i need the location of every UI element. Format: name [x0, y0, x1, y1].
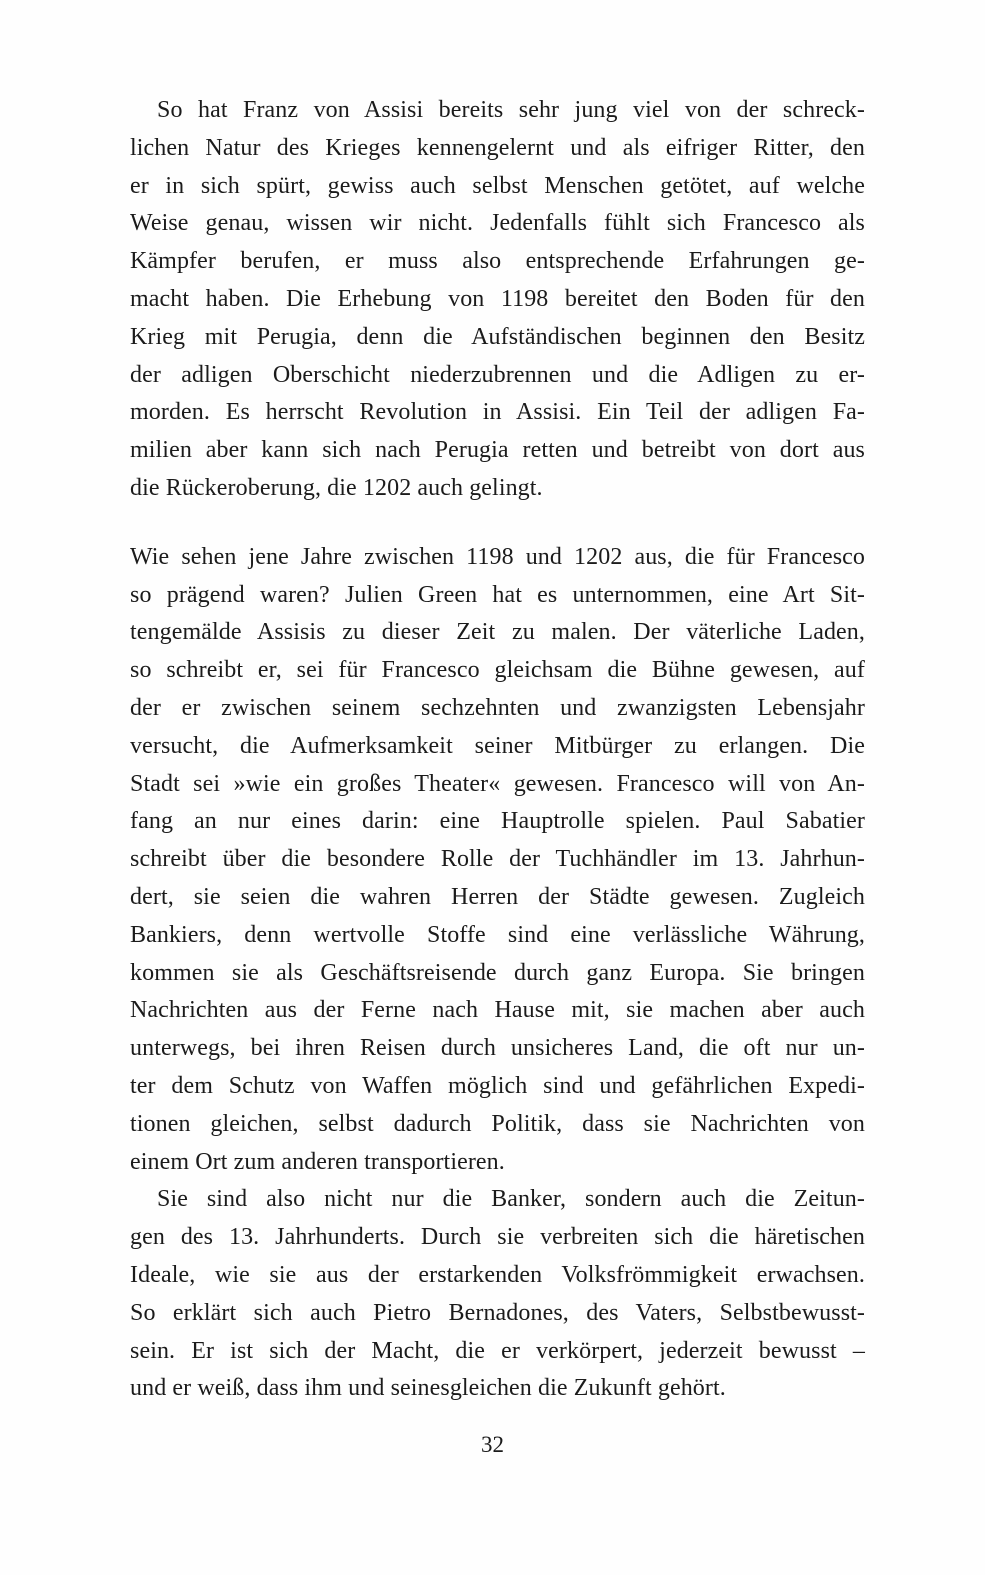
text-line: die Rückeroberung, die 1202 auch gelingt. — [130, 474, 543, 501]
text-line: gen des 13. Jahrhunderts. Durch sie verbreiten sich die häretischen — [130, 1224, 865, 1251]
text-line: einem Ort zum anderen transportieren. — [130, 1148, 505, 1175]
page-number: 32 — [481, 1432, 504, 1457]
text-line: macht haben. Die Erhebung von 1198 bereitet den Boden für den — [130, 285, 865, 312]
text-line: tionen gleichen, selbst dadurch Politik, dass sie Nachrichten von — [130, 1110, 865, 1137]
text-line: kommen sie als Geschäftsreisende durch ganz Europa. Sie bringen — [130, 959, 865, 986]
text-line: fang an nur eines darin: eine Hauptrolle spielen. Paul Sabatier — [130, 808, 865, 835]
text-line: Stadt sei »wie ein großes Theater« gewesen. Francesco will von An- — [130, 770, 865, 797]
text-line: so schreibt er, sei für Francesco gleichsam die Bühne gewesen, auf — [130, 657, 865, 684]
text-line: Krieg mit Perugia, denn die Aufständischen beginnen den Besitz — [130, 323, 865, 350]
text-line: Ideale, wie sie aus der erstarkenden Volksfrömmigkeit erwachsen. — [130, 1261, 865, 1288]
text-line: Wie sehen jene Jahre zwischen 1198 und 1202 aus, die für Francesco — [130, 543, 865, 570]
text-line: schreibt über die besondere Rolle der Tuchhändler im 13. Jahrhun- — [130, 846, 865, 873]
paragraph — [130, 92, 865, 508]
text-line: dert, sie seien die wahren Herren der Städte gewesen. Zugleich — [130, 883, 865, 910]
text-line: So hat Franz von Assisi bereits sehr jung viel von der schreck- — [157, 97, 865, 123]
book-page-text — [130, 92, 865, 1408]
text-line: der er zwischen seinem sechzehnten und zwanzigsten Lebensjahr — [130, 694, 865, 721]
text-line: und er weiß, dass ihm und seinesgleichen die Zukunft gehört. — [130, 1375, 726, 1402]
text-line: Bankiers, denn wertvolle Stoffe sind eine verlässliche Währung, — [130, 921, 865, 948]
text-line: Nachrichten aus der Ferne nach Hause mit, sie machen aber auch — [130, 997, 865, 1024]
text-line: milien aber kann sich nach Perugia retten und betreibt von dort aus — [130, 437, 865, 464]
text-line: Sie sind also nicht nur die Banker, sondern auch die Zeitun- — [157, 1186, 865, 1213]
text-line: Weise genau, wissen wir nicht. Jedenfalls fühlt sich Francesco als — [130, 210, 865, 237]
paragraph — [130, 1181, 865, 1408]
text-line: der adligen Oberschicht niederzubrennen und die Adligen zu er- — [130, 361, 865, 388]
text-line: ter dem Schutz von Waffen möglich sind und gefährlichen Expedi- — [130, 1072, 865, 1099]
text-line: versucht, die Aufmerksamkeit seiner Mitbürger zu erlangen. Die — [130, 732, 865, 759]
text-line: lichen Natur des Krieges kennengelernt und als eifriger Ritter, den — [130, 134, 865, 161]
text-line: Kämpfer berufen, er muss also entsprechende Erfahrungen ge- — [130, 248, 865, 275]
text-line: so prägend waren? Julien Green hat es unternommen, eine Art Sit- — [130, 581, 865, 608]
text-line: So erklärt sich auch Pietro Bernadones, des Vaters, Selbstbewusst- — [130, 1299, 865, 1326]
text-line: sein. Er ist sich der Macht, die er verkörpert, jederzeit bewusst – — [130, 1337, 865, 1364]
text-line: tengemälde Assisis zu dieser Zeit zu malen. Der väterliche Laden, — [130, 619, 865, 646]
paragraph — [130, 539, 865, 1182]
text-line: morden. Es herrscht Revolution in Assisi. Ein Teil der adligen Fa- — [130, 399, 865, 426]
text-line: er in sich spürt, gewiss auch selbst Menschen getötet, auf welche — [130, 172, 865, 199]
text-line: unterwegs, bei ihren Reisen durch unsicheres Land, die oft nur un- — [130, 1035, 865, 1062]
